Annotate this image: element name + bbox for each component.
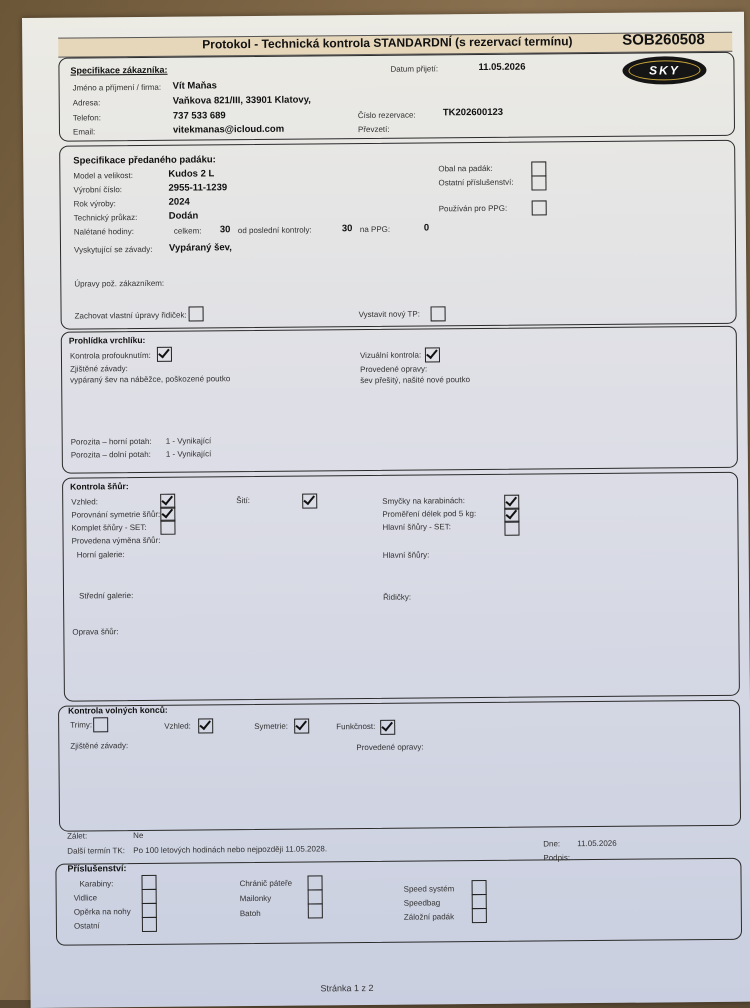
document-title: Protokol - Technická kontrola STANDARDNÍ (s rezervací termínu) (202, 34, 573, 52)
license-label: Technický průkaz: (73, 213, 138, 223)
name-label: Jméno a příjmení / firma: (72, 82, 162, 93)
name-value: Vít Maňas (172, 80, 218, 92)
function-label: Funkčnost: (336, 721, 376, 732)
main-set-label: Hlavní šňůry - SET: (382, 522, 451, 532)
brakes-label: Řidičky: (383, 592, 412, 602)
acc-speedbag-label: Speedbag (403, 898, 441, 908)
risers-found-label: Zjištěné závady: (70, 741, 129, 751)
found-label: Zjištěné závady: (70, 364, 128, 374)
sew-label: Šití: (236, 496, 251, 506)
porosity-bottom-value: 1 - Vynikající (165, 449, 212, 459)
signature-label: Podpis: (543, 853, 571, 863)
acc-speedbag-checkbox[interactable] (472, 894, 487, 909)
lines-symmetry-label: Porovnání symetrie šňůr: (71, 509, 161, 520)
email-label: Email: (72, 127, 96, 137)
chute-heading: Specifikace předaného padáku: (73, 154, 216, 167)
replaced-label: Provedena výměna šňůr: (71, 535, 161, 546)
test-flight-value: Ne (133, 830, 144, 841)
acc-carabiners-checkbox[interactable] (141, 875, 156, 890)
acc-fork-label: Vidlice (73, 893, 98, 903)
acc-spine-checkbox[interactable] (307, 875, 322, 890)
serial-value: 2955-11-1239 (168, 182, 228, 194)
email-value: vitekmanas@icloud.com (172, 123, 285, 136)
acc-carabiners-label: Karabiny: (79, 879, 114, 889)
date-label: Datum přijetí: (390, 64, 439, 74)
model-value: Kudos 2 L (168, 168, 215, 180)
middle-gallery-label: Střední galerie: (79, 591, 134, 601)
ppg-hours-label: na PPG: (359, 224, 391, 235)
next-check-value: Po 100 letových hodinách nebo nejpozději 11.05.2028. (133, 844, 328, 856)
used-ppg-label: Používán pro PPG: (438, 203, 508, 214)
used-ppg-checkbox[interactable] (532, 200, 547, 215)
repairs-value: šev přešitý, našité nové poutko (360, 375, 471, 386)
since-check-label: od poslední kontroly: (237, 225, 312, 236)
bag-label: Obal na padák: (438, 163, 493, 174)
company-logo: SKY (622, 56, 706, 85)
set-checkbox[interactable] (160, 520, 175, 535)
total-hours-value: 30 (219, 224, 231, 236)
acc-backpack-checkbox[interactable] (308, 903, 323, 918)
accessories-label: Ostatní příslušenství: (438, 177, 514, 188)
acc-footrest-label: Opěrka na nohy (73, 907, 131, 917)
porosity-top-label: Porozita – horní potah: (70, 436, 152, 447)
blown-label: Kontrola profouknutím: (69, 350, 151, 361)
accessories-section (55, 858, 742, 946)
acc-spine-label: Chránič páteře (239, 878, 293, 889)
year-label: Rok výroby: (73, 199, 116, 209)
acc-speed-system-checkbox[interactable] (472, 880, 487, 895)
risers-symmetry-checkbox[interactable] (294, 719, 309, 734)
porosity-top-value: 1 - Vynikající (165, 436, 212, 446)
document-code: SOB260508 (622, 31, 705, 49)
mods-label: Úpravy pož. zákazníkem: (74, 278, 165, 289)
measure-label: Proměření délek pod 5 kg: (382, 509, 477, 519)
upper-gallery-label: Horní galerie: (76, 550, 125, 560)
phone-label: Telefon: (72, 113, 101, 123)
visual-checkbox[interactable] (425, 347, 440, 362)
since-check-value: 30 (341, 223, 353, 235)
model-label: Model a velikost: (73, 171, 134, 181)
accessories-checkbox[interactable] (531, 175, 546, 190)
acc-fork-checkbox[interactable] (142, 889, 157, 904)
function-checkbox[interactable] (380, 720, 395, 735)
phone-value: 737 533 689 (172, 110, 226, 122)
acc-maillons-label: Mailonky (239, 893, 272, 904)
day-label: Dne: (543, 839, 561, 849)
accessories-heading: Příslušenství: (67, 863, 127, 874)
ppg-hours-value: 0 (423, 222, 430, 234)
porosity-bottom-label: Porozita – dolní potah: (70, 449, 151, 460)
lines-heading: Kontrola šňůr: (70, 481, 129, 492)
risers-repairs-label: Provedené opravy: (356, 742, 424, 753)
acc-backpack-label: Batoh (239, 908, 261, 919)
new-tp-label: Vystavit nový TP: (358, 309, 420, 320)
test-flight-label: Zálet: (67, 831, 88, 841)
visual-label: Vizuální kontrola: (359, 350, 422, 361)
trims-label: Trimy: (70, 720, 93, 730)
bag-checkbox[interactable] (531, 161, 546, 176)
new-tp-checkbox[interactable] (431, 306, 446, 321)
protocol-sheet (22, 12, 750, 1008)
acc-footrest-checkbox[interactable] (142, 903, 157, 918)
risers-heading: Kontrola volných konců: (68, 704, 168, 716)
found-value: vypáraný šev na náběžce, poškozené poutko (70, 374, 231, 385)
acc-reserve-label: Záložní padák (403, 912, 455, 922)
blown-checkbox[interactable] (157, 347, 172, 362)
chute-section (59, 140, 737, 330)
keep-mods-label: Zachovat vlastní úpravy řidiček: (74, 310, 187, 321)
customer-heading: Specifikace zákazníka: (70, 64, 168, 76)
total-hours-label: celkem: (173, 226, 202, 236)
reservation-label: Číslo rezervace: (357, 110, 416, 121)
address-label: Adresa: (72, 98, 101, 108)
sew-checkbox[interactable] (302, 493, 317, 508)
repairs-label: Provedené opravy: (360, 364, 428, 375)
reservation-value: TK202600123 (442, 106, 504, 119)
serial-label: Výrobní číslo: (73, 185, 123, 195)
acc-speed-system-label: Speed systém (403, 884, 455, 894)
loops-label: Smyčky na karabinách: (382, 496, 465, 506)
lines-look-label: Vzhled: (71, 497, 98, 507)
year-value: 2024 (168, 196, 190, 208)
risers-look-label: Vzhled: (164, 721, 191, 731)
risers-section (58, 700, 741, 832)
date-value: 11.05.2026 (478, 61, 526, 74)
page-number: Stránka 1 z 2 (320, 982, 374, 994)
acc-other-label: Ostatní (73, 921, 100, 931)
keep-mods-checkbox[interactable] (189, 306, 204, 321)
acc-reserve-checkbox[interactable] (472, 908, 487, 923)
acc-maillons-checkbox[interactable] (308, 889, 323, 904)
set-label: Komplet šňůry - SET: (71, 522, 147, 533)
trims-checkbox[interactable] (93, 717, 108, 732)
risers-symmetry-label: Symetrie: (254, 721, 289, 732)
address-value: Vaňkova 821/III, 33901 Klatovy, (172, 94, 311, 107)
license-value: Dodán (168, 210, 199, 222)
lines-repair-label: Oprava šňůr: (72, 627, 119, 637)
main-set-checkbox[interactable] (504, 521, 519, 536)
defects-label: Vyskytující se závady: (73, 244, 153, 255)
canopy-heading: Prohlídka vrchlíku: (68, 334, 146, 346)
main-lines-label: Hlavní šňůry: (382, 550, 430, 560)
risers-look-checkbox[interactable] (198, 718, 213, 733)
defects-value: Vypáraný šev, (168, 242, 232, 254)
acc-other-checkbox[interactable] (142, 917, 157, 932)
hours-label: Nalétané hodiny: (73, 227, 134, 237)
taken-label: Převzetí: (357, 124, 390, 135)
day-value: 11.05.2026 (577, 838, 617, 849)
next-check-label: Další termín TK: (67, 846, 125, 856)
